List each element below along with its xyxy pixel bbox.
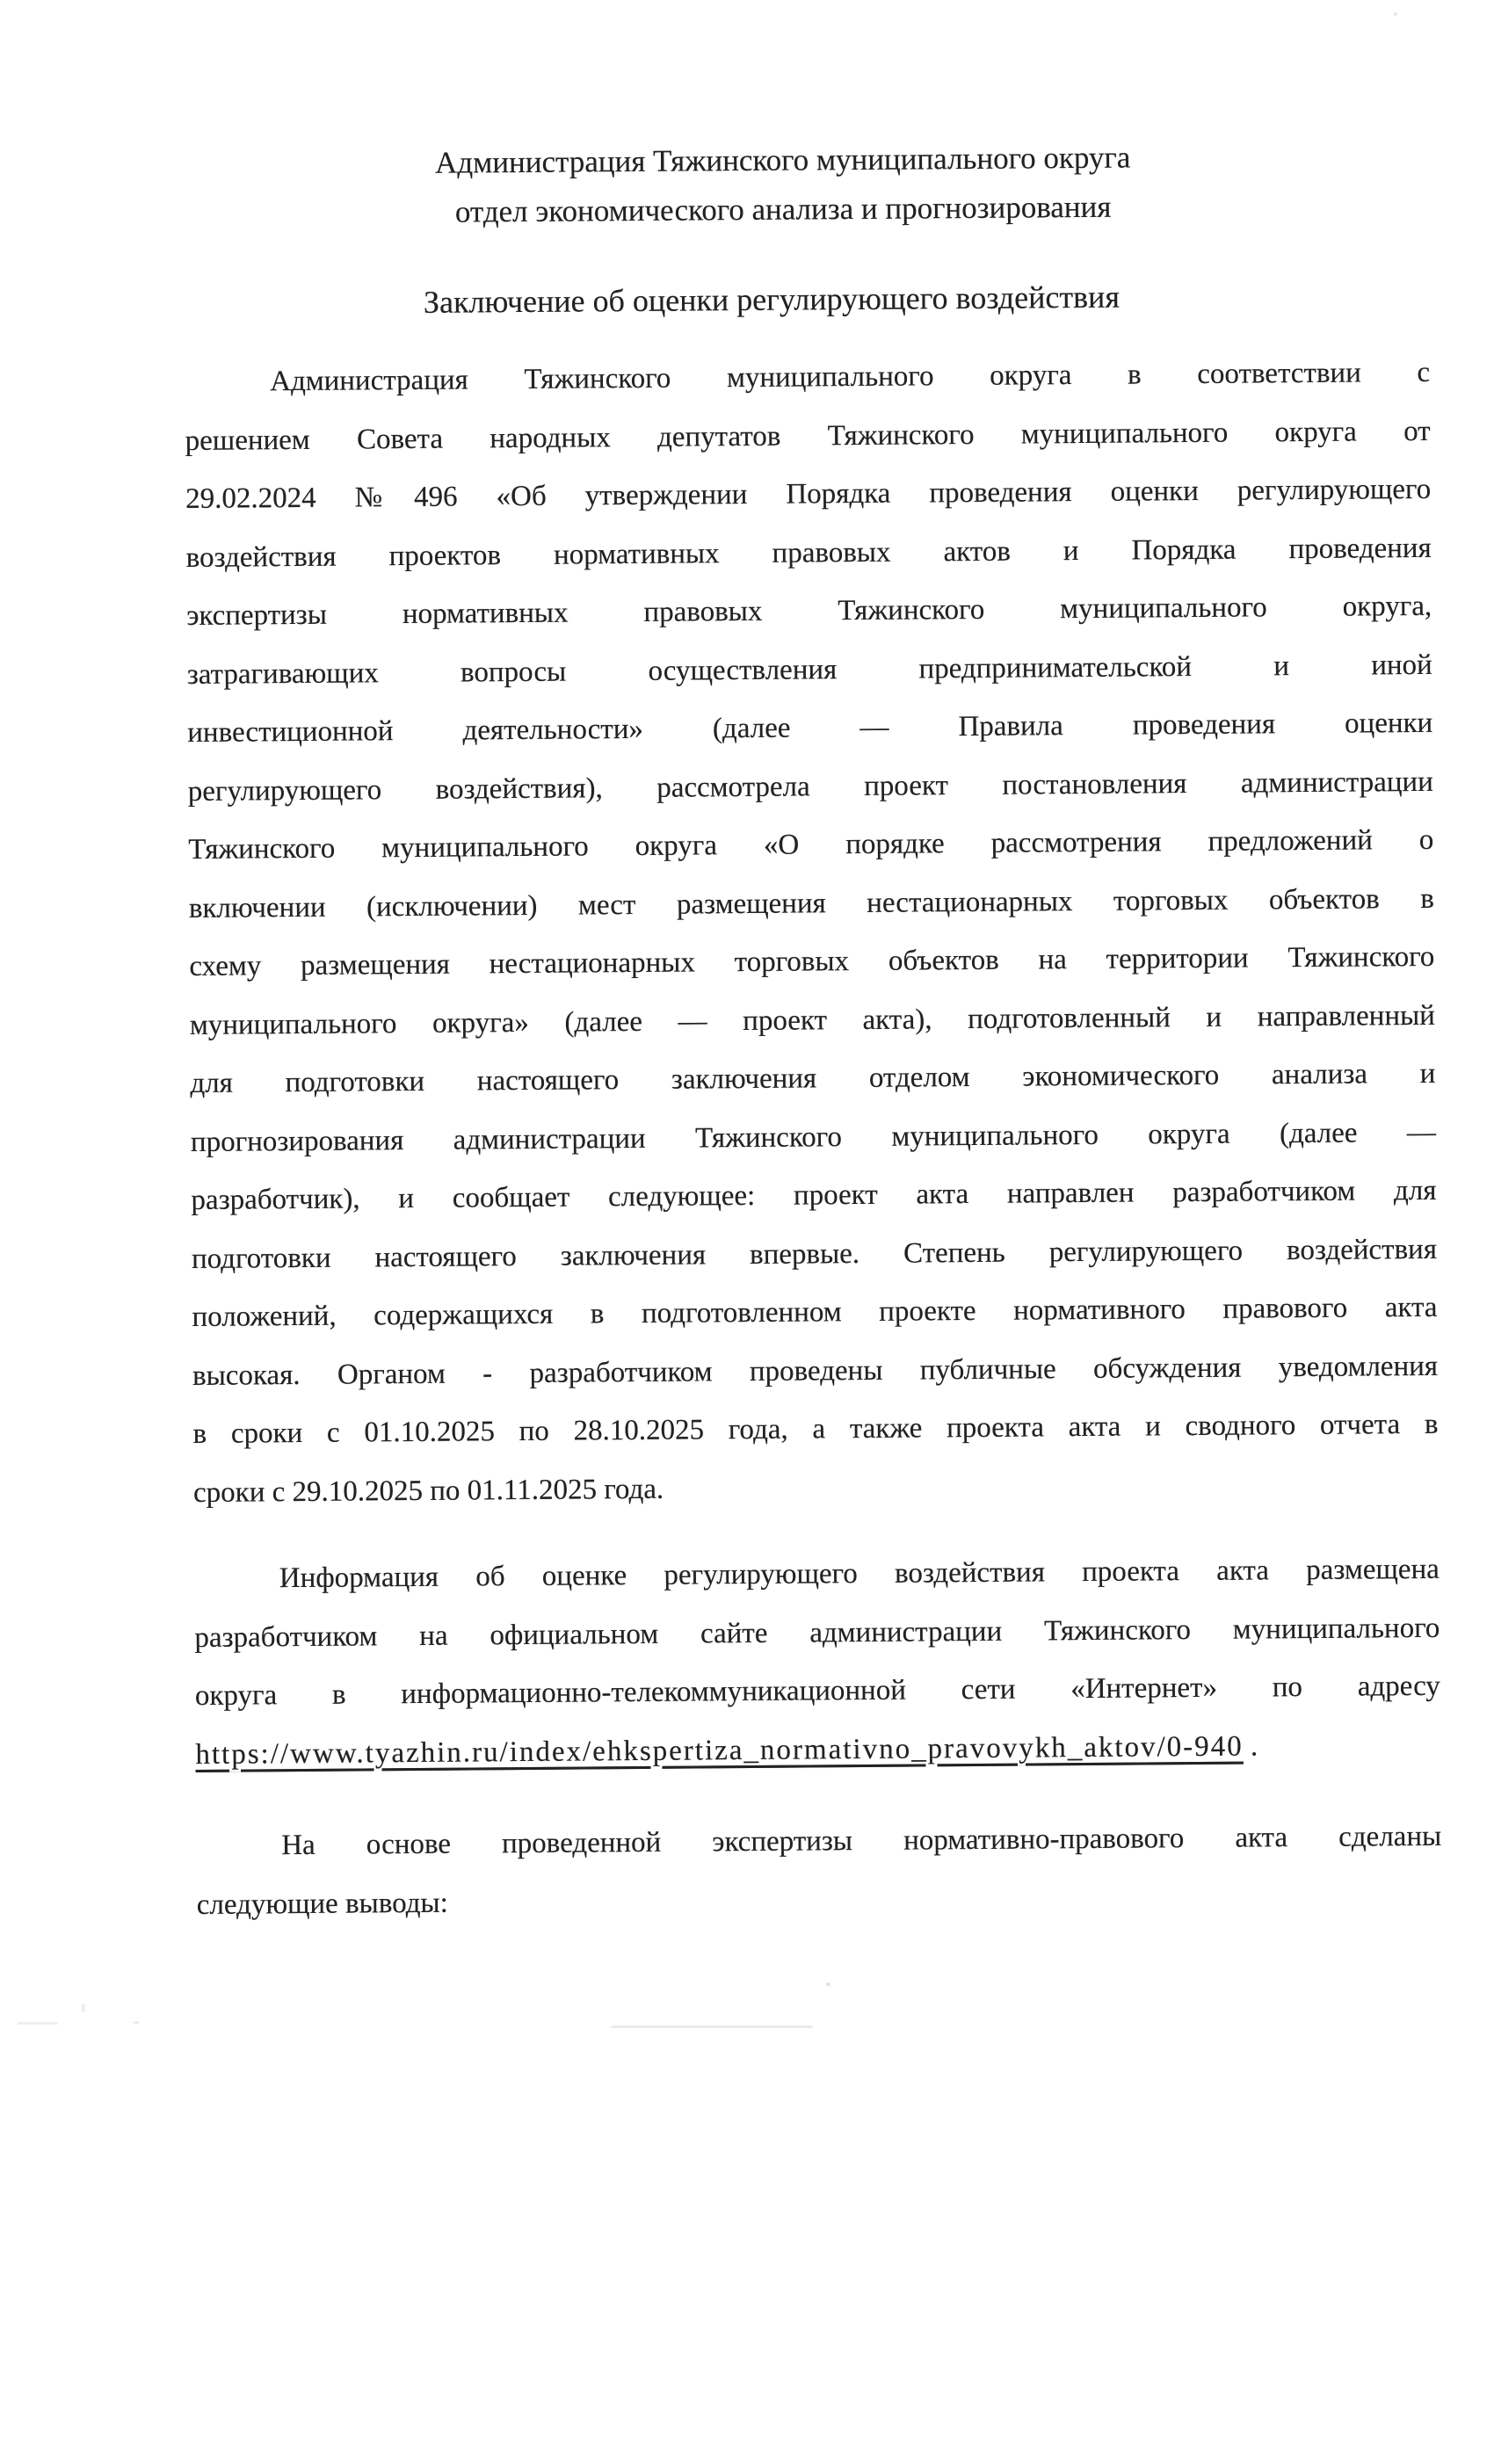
document-title: Заключение об оценки регулирующего воздействия — [423, 279, 1120, 320]
p1-line: инвестиционной деятельности» (далее — Правила проведения оценки — [187, 707, 1433, 749]
scan-smudge — [611, 2026, 813, 2028]
p1-line: схему размещения нестационарных торговых объектов на территории Тяжинского — [189, 940, 1435, 982]
p1-line: 29.02.2024 №496 «Об утверждении Порядка проведения оценки регулирующего — [185, 473, 1432, 515]
p2-line: округа в информационно-телекоммуникационной сети «Интернет» по адресу — [194, 1670, 1440, 1712]
p1-line: муниципального округа» (далее — проект акта), подготовленный и направленный — [189, 999, 1436, 1041]
scan-smudge — [18, 2022, 58, 2025]
p3-line: следующие выводы: — [196, 1887, 448, 1921]
document-url: https://www.tyazhin.ru/index/ehkspertiza_normativno_pravovykh_aktov/0-940 — [195, 1730, 1244, 1771]
p1-line: высокая. Органом - разработчиком проведены публичные обсуждения уведомления — [192, 1350, 1439, 1392]
p3-line: На основе проведенной экспертизы нормативно-правового акта сделаны — [281, 1820, 1442, 1862]
scan-smudge — [82, 2004, 85, 2012]
document-text-column — [183, 131, 1442, 1934]
p1-line: решением Совета народных депутатов Тяжинского муниципального округа от — [185, 415, 1431, 457]
p1-line: разработчик), и сообщает следующее: проект акта направлен разработчиком для — [191, 1174, 1437, 1216]
p1-line: воздействия проектов нормативных правовых актов и Порядка проведения — [185, 532, 1432, 574]
p1-line: подготовки настоящего заключения впервые. Степень регулирующего воздействия — [191, 1233, 1438, 1275]
paragraph-1 — [185, 344, 1439, 1522]
scan-smudge — [1394, 12, 1397, 16]
p1-line: для подготовки настоящего заключения отделом экономического анализа и — [190, 1057, 1436, 1099]
p1-line: затрагивающих вопросы осуществления предпринимательской и иной — [186, 649, 1432, 691]
p1-line: прогнозирования администрации Тяжинского муниципального округа (далее — — [190, 1116, 1437, 1158]
scan-smudge — [134, 2021, 139, 2024]
p2-url-line — [195, 1715, 1440, 1784]
p1-line: Администрация Тяжинского муниципального округа в соответствии с — [270, 356, 1431, 398]
p1-line: сроки с 29.10.2025 по 01.11.2025 года. — [192, 1473, 664, 1509]
document-header — [160, 131, 1406, 239]
paragraph-2 — [194, 1540, 1441, 1784]
paragraph-3 — [196, 1808, 1442, 1934]
p1-line: включении (исключении) мест размещения нестационарных торговых объектов в — [188, 882, 1434, 924]
p2-line: Информация об оценке регулирующего воздействия проекта акта размещена — [279, 1553, 1440, 1595]
header-org-line: Администрация Тяжинского муниципального округа — [434, 140, 1131, 180]
p1-line: регулирующего воздействия), рассмотрела проект постановления администрации — [187, 765, 1433, 808]
p1-line: в сроки с 01.10.2025 по 28.10.2025 года, а также проекта акта и сводного отчета в — [192, 1408, 1439, 1450]
header-department-line: отдел экономического анализа и прогнозирования — [454, 189, 1112, 229]
p1-line: экспертизы нормативных правовых Тяжинского муниципального округа, — [186, 590, 1432, 632]
url-suffix: . — [1243, 1729, 1258, 1763]
p1-line: положений, содержащихся в подготовленном проекте нормативного правового акта — [192, 1291, 1438, 1333]
p2-line: разработчиком на официальном сайте администрации Тяжинского муниципального — [194, 1612, 1440, 1654]
p1-line: Тяжинского муниципального округа «О порядке рассмотрения предложений о — [188, 823, 1434, 866]
scan-smudge — [826, 1982, 830, 1986]
